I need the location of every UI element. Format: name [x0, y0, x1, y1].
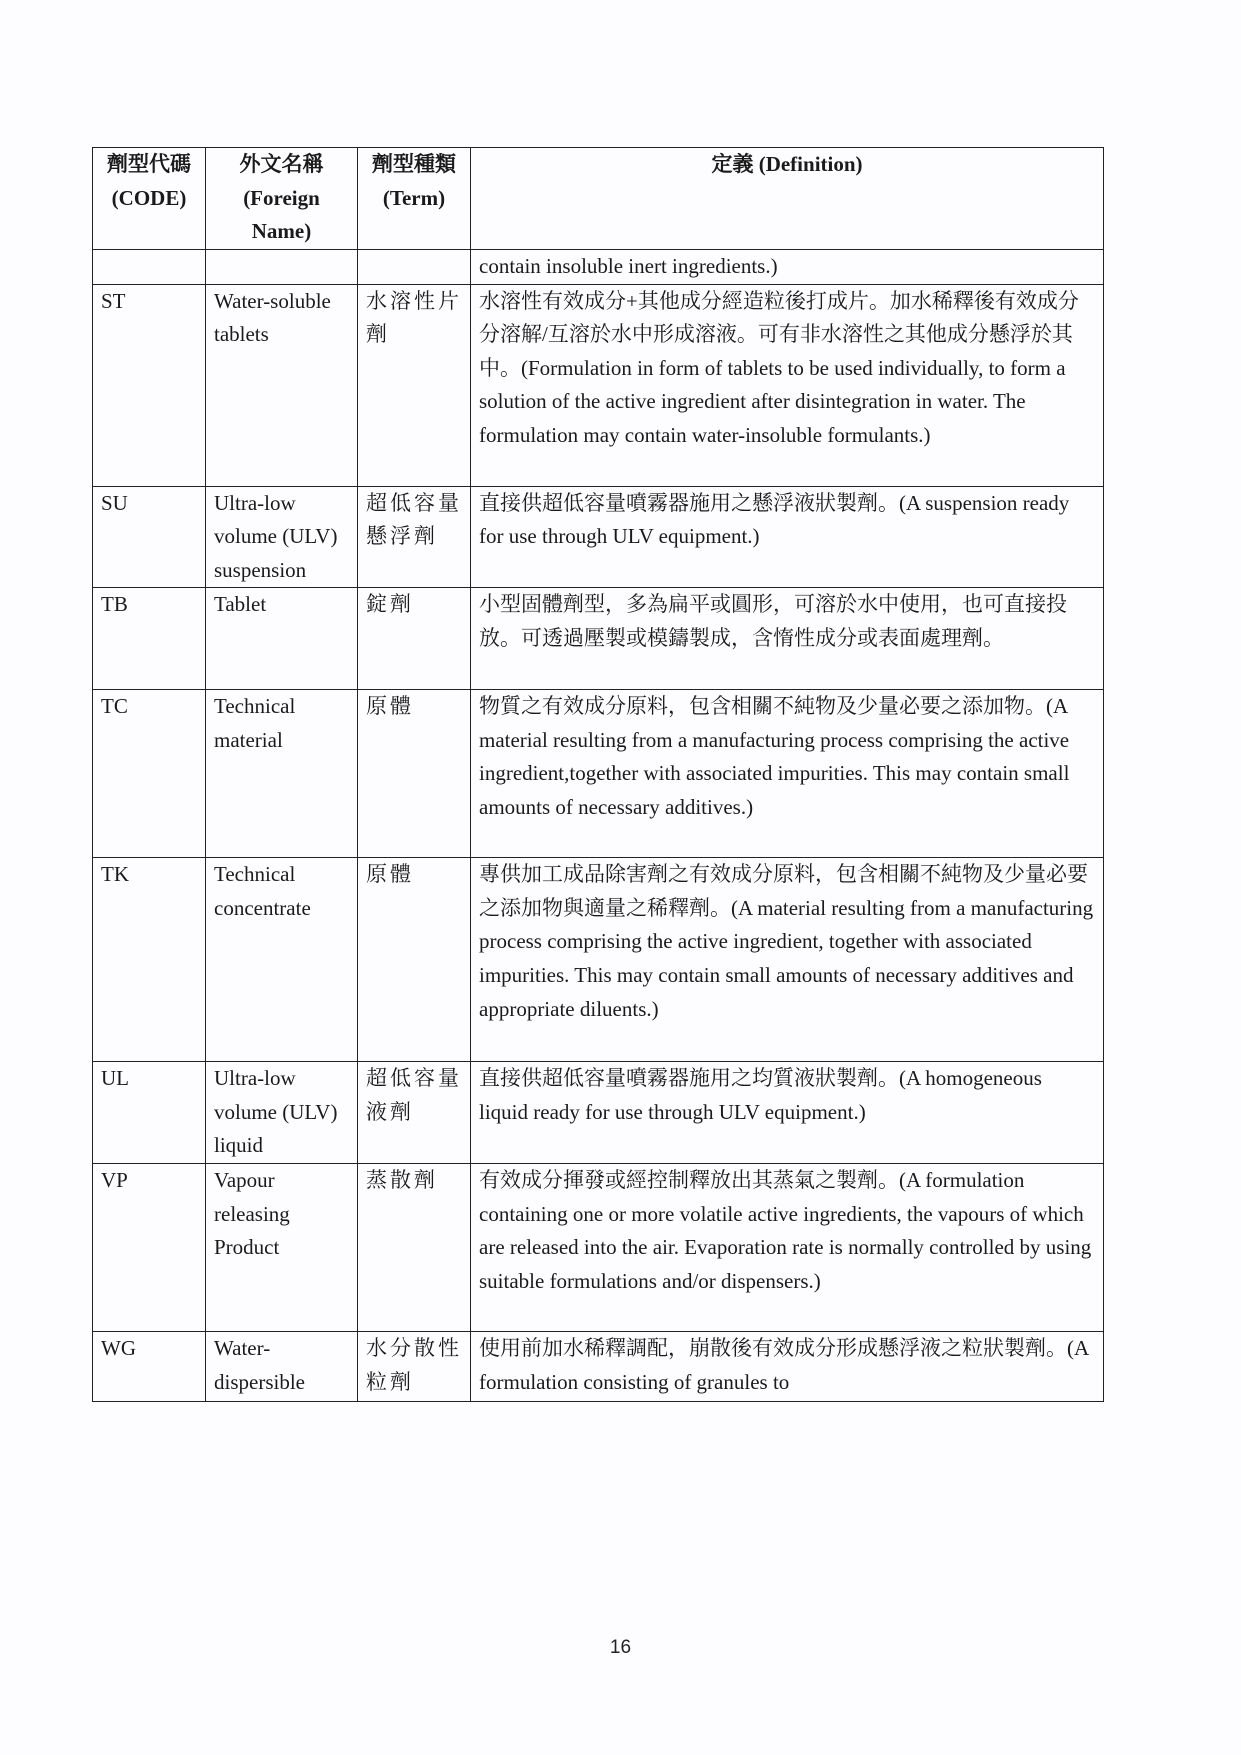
header-term: 劑型種類 (Term)	[358, 148, 471, 250]
cell-definition: 小型固體劑型，多為扁平或圓形，可溶於水中使用，也可直接投放。可透過壓製或模鑄製成，含惰性成分或表面處理劑。	[471, 588, 1104, 690]
table-row	[93, 1332, 1104, 1402]
cell-definition: 物質之有效成分原料，包含相關不純物及少量必要之添加物。(A material resulting from a manufacturing process comprising the active ingredient,together with associated impurities. This may contain small amounts of necessary additives.)	[471, 690, 1104, 858]
cell-code: TC	[93, 690, 206, 858]
cell-foreign-name: Ultra-low volume (ULV) suspension	[206, 486, 358, 588]
cell-term: 超低容量液劑	[358, 1062, 471, 1164]
cell-foreign-name: Ultra-low volume (ULV) liquid	[206, 1062, 358, 1164]
cell-foreign-name: Technical concentrate	[206, 858, 358, 1062]
cell-term	[358, 249, 471, 284]
cell-foreign-name: Vapour releasing Product	[206, 1164, 358, 1332]
cell-definition: 直接供超低容量噴霧器施用之懸浮液狀製劑。(A suspension ready for use through ULV equipment.)	[471, 486, 1104, 588]
table-row	[93, 1164, 1104, 1332]
table-row	[93, 690, 1104, 858]
cell-term: 原體	[358, 858, 471, 1062]
cell-code: SU	[93, 486, 206, 588]
page-number: 16	[609, 1637, 632, 1658]
table-row-continuation	[93, 249, 1104, 284]
cell-code: UL	[93, 1062, 206, 1164]
cell-code: ST	[93, 284, 206, 486]
cell-foreign-name: Water-soluble tablets	[206, 284, 358, 486]
cell-code: TB	[93, 588, 206, 690]
table-row	[93, 284, 1104, 486]
cell-term: 水溶性片劑	[358, 284, 471, 486]
cell-foreign-name: Tablet	[206, 588, 358, 690]
header-code: 劑型代碼 (CODE)	[93, 148, 206, 250]
cell-term: 錠劑	[358, 588, 471, 690]
cell-term: 蒸散劑	[358, 1164, 471, 1332]
header-definition: 定義 (Definition)	[471, 148, 1104, 250]
table-header-row	[93, 148, 1104, 250]
cell-definition: 水溶性有效成分+其他成分經造粒後打成片。加水稀釋後有效成分分溶解/互溶於水中形成溶液。可有非水溶性之其他成分懸浮於其中。(Formulation in form of tablets to be used individually, to form a solution of the active ingredient after disintegration in water. The formulation may contain water-insoluble formulants.)	[471, 284, 1104, 486]
formulation-definition-table	[92, 147, 1104, 1402]
cell-term: 原體	[358, 690, 471, 858]
cell-definition: 有效成分揮發或經控制釋放出其蒸氣之製劑。(A formulation containing one or more volatile active ingredients, the vapours of which are released into the air. Evaporation rate is normally controlled by using suitable formulations and/or dispensers.)	[471, 1164, 1104, 1332]
cell-definition: 使用前加水稀釋調配，崩散後有效成分形成懸浮液之粒狀製劑。(A formulation consisting of granules to	[471, 1332, 1104, 1402]
cell-term: 水分散性粒劑	[358, 1332, 471, 1402]
cell-term: 超低容量懸浮劑	[358, 486, 471, 588]
table-row	[93, 588, 1104, 690]
table-row	[93, 1062, 1104, 1164]
cell-foreign-name: Water-dispersible	[206, 1332, 358, 1402]
cell-foreign-name	[206, 249, 358, 284]
table-row	[93, 486, 1104, 588]
cell-foreign-name: Technical material	[206, 690, 358, 858]
cell-definition: 直接供超低容量噴霧器施用之均質液狀製劑。(A homogeneous liquid ready for use through ULV equipment.)	[471, 1062, 1104, 1164]
cell-definition: 專供加工成品除害劑之有效成分原料，包含相關不純物及少量必要之添加物與適量之稀釋劑。(A material resulting from a manufacturing process comprising the active ingredient, together with associated impurities. This may contain small amounts of necessary additives and appropriate diluents.)	[471, 858, 1104, 1062]
header-foreign-name: 外文名稱 (Foreign Name)	[206, 148, 358, 250]
table-row	[93, 858, 1104, 1062]
cell-code	[93, 249, 206, 284]
cell-definition: contain insoluble inert ingredients.)	[471, 249, 1104, 284]
cell-code: VP	[93, 1164, 206, 1332]
cell-code: WG	[93, 1332, 206, 1402]
cell-code: TK	[93, 858, 206, 1062]
